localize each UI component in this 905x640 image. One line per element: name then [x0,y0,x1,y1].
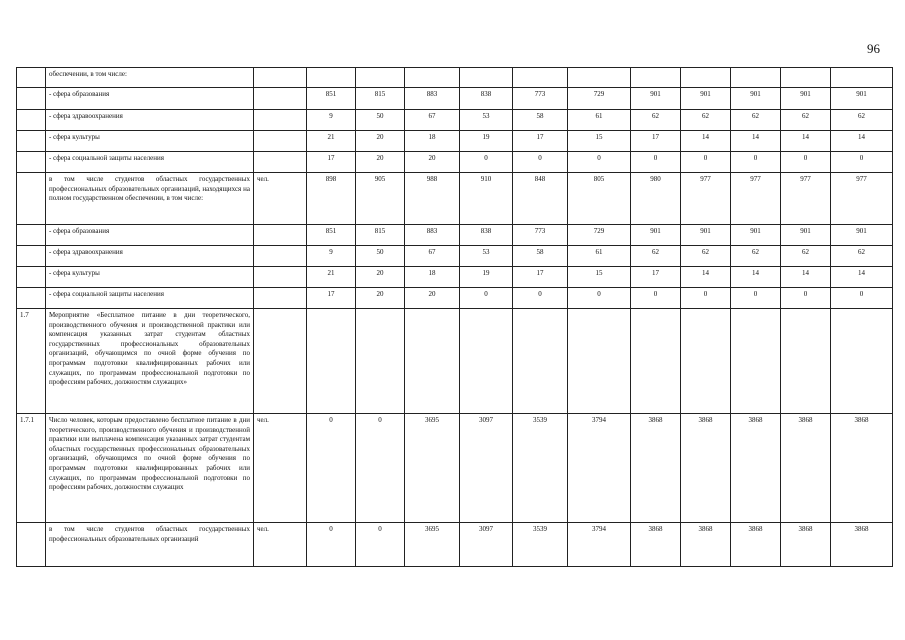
value-cell: 901 [831,88,893,110]
value-cell: 0 [831,288,893,309]
value-cell: 62 [731,110,781,131]
value-cell: 3539 [513,523,568,567]
value-cell: 3097 [460,523,513,567]
row-unit-cell [254,267,307,288]
row-description-cell: Мероприятие «Бесплатное питание в дни теоретического, производственного обучения и производственной практики или компенсация указанных затрат студентам областных государственных профессиональных образовательных организаций, обучающимся по очной форме обучения по программам подготовки квалифицированных рабочих или служащих, по программам профессиональной подготовки по профессиям рабочих, должностям служащих» [46,309,254,414]
value-cell: 848 [513,173,568,225]
row-unit-cell [254,246,307,267]
row-code-cell [17,68,46,88]
value-cell: 729 [568,225,631,246]
value-cell: 14 [731,267,781,288]
value-cell: 20 [356,288,405,309]
value-cell [356,309,405,414]
value-cell: 62 [781,246,831,267]
table-row [17,173,893,225]
row-code-cell: 1.7.1 [17,414,46,523]
row-code-cell [17,288,46,309]
value-cell: 3695 [405,523,460,567]
value-cell [831,68,893,88]
row-description-cell: - сфера здравоохранения [46,246,254,267]
value-cell: 910 [460,173,513,225]
table-row [17,225,893,246]
value-cell [356,68,405,88]
table-row [17,110,893,131]
row-description-cell: в том числе студентов областных государственных профессиональных образовательных организаций, находящихся на полном государственном обеспечении, в том числе: [46,173,254,225]
value-cell: 62 [631,246,681,267]
value-cell: 901 [631,225,681,246]
value-cell: 905 [356,173,405,225]
value-cell: 14 [781,267,831,288]
value-cell: 67 [405,110,460,131]
value-cell: 901 [681,225,731,246]
value-cell [631,68,681,88]
value-cell [681,309,731,414]
row-unit-cell: чел. [254,523,307,567]
row-code-cell [17,88,46,110]
value-cell: 0 [631,152,681,173]
value-cell [631,309,681,414]
value-cell [781,68,831,88]
value-cell: 21 [307,267,356,288]
value-cell: 883 [405,225,460,246]
value-cell: 898 [307,173,356,225]
value-cell: 3539 [513,414,568,523]
value-cell: 3868 [681,523,731,567]
table-row [17,88,893,110]
value-cell: 20 [356,267,405,288]
value-cell: 18 [405,267,460,288]
value-cell: 980 [631,173,681,225]
value-cell: 0 [681,152,731,173]
row-description-cell: - сфера социальной защиты населения [46,152,254,173]
value-cell: 20 [356,152,405,173]
value-cell: 901 [731,88,781,110]
value-cell: 3794 [568,523,631,567]
value-cell: 3868 [631,414,681,523]
row-unit-cell: чел. [254,414,307,523]
value-cell: 901 [631,88,681,110]
row-description-cell: в том числе студентов областных государственных профессиональных образовательных организаций [46,523,254,567]
value-cell: 61 [568,110,631,131]
value-cell: 17 [631,131,681,152]
value-cell: 62 [631,110,681,131]
value-cell: 0 [460,288,513,309]
indicators-table [16,67,893,567]
value-cell: 0 [631,288,681,309]
value-cell: 815 [356,88,405,110]
value-cell [513,309,568,414]
value-cell: 17 [513,131,568,152]
value-cell [405,68,460,88]
value-cell: 815 [356,225,405,246]
row-description-cell: - сфера культуры [46,131,254,152]
value-cell: 977 [781,173,831,225]
row-description-cell: Число человек, которым предоставлено бесплатное питание в дни теоретического, производственного обучения и производственной практики или выплачена компенсация указанных затрат студентам областных государственных профессиональных образовательных организаций, обучающимся по очной форме обучения по программам подготовки квалифицированных рабочих или служащих, по программам профессиональной подготовки по профессиям рабочих, должностям служащих [46,414,254,523]
row-unit-cell [254,110,307,131]
row-description-cell: - сфера образования [46,88,254,110]
value-cell: 62 [731,246,781,267]
value-cell: 901 [731,225,781,246]
value-cell: 988 [405,173,460,225]
table-row [17,267,893,288]
value-cell: 15 [568,131,631,152]
row-code-cell [17,152,46,173]
value-cell [731,309,781,414]
value-cell [307,68,356,88]
row-description-cell: - сфера здравоохранения [46,110,254,131]
value-cell: 50 [356,110,405,131]
row-code-cell [17,523,46,567]
value-cell: 773 [513,88,568,110]
value-cell: 0 [307,523,356,567]
value-cell: 0 [781,288,831,309]
value-cell: 0 [681,288,731,309]
page-number: 96 [867,41,880,56]
value-cell [307,309,356,414]
table-row [17,309,893,414]
value-cell: 977 [831,173,893,225]
value-cell: 0 [731,152,781,173]
value-cell: 62 [831,110,893,131]
value-cell: 17 [513,267,568,288]
value-cell: 901 [781,88,831,110]
value-cell: 62 [681,246,731,267]
row-code-cell: 1.7 [17,309,46,414]
table-row [17,152,893,173]
value-cell [731,68,781,88]
value-cell: 851 [307,225,356,246]
value-cell: 14 [681,131,731,152]
row-unit-cell [254,68,307,88]
row-code-cell [17,225,46,246]
row-description-cell: обеспечении, в том числе: [46,68,254,88]
value-cell: 883 [405,88,460,110]
value-cell: 3868 [731,414,781,523]
value-cell: 0 [356,523,405,567]
value-cell: 0 [568,152,631,173]
value-cell: 0 [731,288,781,309]
row-code-cell [17,110,46,131]
value-cell: 3868 [781,523,831,567]
value-cell: 901 [831,225,893,246]
value-cell: 977 [731,173,781,225]
table-row [17,68,893,88]
value-cell [681,68,731,88]
value-cell: 0 [356,414,405,523]
value-cell: 17 [307,288,356,309]
value-cell: 17 [307,152,356,173]
value-cell: 3868 [681,414,731,523]
value-cell: 0 [513,288,568,309]
row-unit-cell [254,288,307,309]
row-unit-cell [254,309,307,414]
value-cell: 15 [568,267,631,288]
value-cell: 14 [781,131,831,152]
value-cell: 18 [405,131,460,152]
value-cell: 901 [681,88,731,110]
value-cell: 20 [356,131,405,152]
value-cell: 19 [460,131,513,152]
value-cell [831,309,893,414]
row-code-cell [17,246,46,267]
value-cell: 14 [681,267,731,288]
value-cell: 3868 [781,414,831,523]
value-cell: 3868 [831,523,893,567]
value-cell: 14 [831,267,893,288]
value-cell: 3868 [731,523,781,567]
value-cell: 14 [831,131,893,152]
value-cell: 14 [731,131,781,152]
value-cell: 901 [781,225,831,246]
row-description-cell: - сфера социальной защиты населения [46,288,254,309]
value-cell [568,309,631,414]
value-cell: 0 [568,288,631,309]
table-row [17,414,893,523]
value-cell: 3695 [405,414,460,523]
value-cell: 838 [460,225,513,246]
value-cell [405,309,460,414]
value-cell [460,68,513,88]
value-cell: 62 [831,246,893,267]
value-cell: 62 [681,110,731,131]
value-cell: 729 [568,88,631,110]
row-unit-cell [254,88,307,110]
value-cell: 3868 [831,414,893,523]
value-cell: 3868 [631,523,681,567]
row-unit-cell [254,131,307,152]
value-cell: 67 [405,246,460,267]
value-cell: 61 [568,246,631,267]
value-cell: 0 [831,152,893,173]
value-cell: 58 [513,110,568,131]
row-code-cell [17,267,46,288]
value-cell: 3097 [460,414,513,523]
value-cell: 0 [513,152,568,173]
row-description-cell: - сфера культуры [46,267,254,288]
value-cell: 9 [307,110,356,131]
value-cell: 20 [405,288,460,309]
value-cell [781,309,831,414]
value-cell: 773 [513,225,568,246]
value-cell: 19 [460,267,513,288]
value-cell: 0 [460,152,513,173]
value-cell: 62 [781,110,831,131]
value-cell: 21 [307,131,356,152]
value-cell: 20 [405,152,460,173]
value-cell: 838 [460,88,513,110]
value-cell: 17 [631,267,681,288]
value-cell: 0 [307,414,356,523]
table-row [17,523,893,567]
value-cell: 805 [568,173,631,225]
table-row [17,288,893,309]
row-unit-cell [254,152,307,173]
value-cell: 53 [460,110,513,131]
table-row [17,131,893,152]
value-cell: 53 [460,246,513,267]
table-row [17,246,893,267]
value-cell [568,68,631,88]
value-cell: 0 [781,152,831,173]
row-code-cell [17,131,46,152]
value-cell [460,309,513,414]
row-unit-cell [254,225,307,246]
value-cell: 50 [356,246,405,267]
value-cell [513,68,568,88]
row-unit-cell: чел. [254,173,307,225]
row-description-cell: - сфера образования [46,225,254,246]
value-cell: 977 [681,173,731,225]
row-code-cell [17,173,46,225]
value-cell: 58 [513,246,568,267]
value-cell: 851 [307,88,356,110]
value-cell: 9 [307,246,356,267]
value-cell: 3794 [568,414,631,523]
